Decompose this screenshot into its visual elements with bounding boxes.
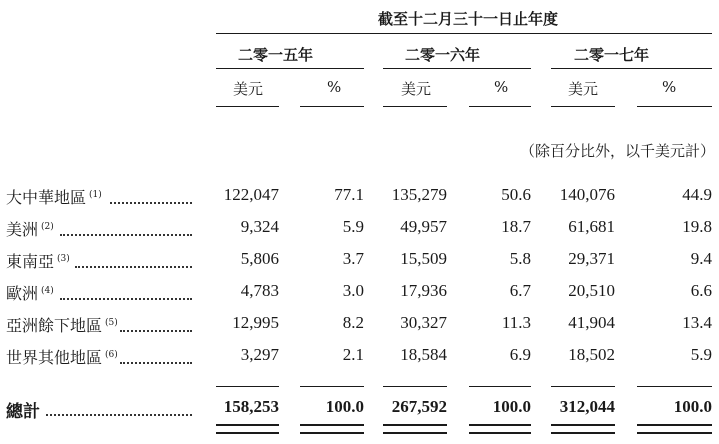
period-title: 截至十二月三十一日止年度 xyxy=(378,10,559,28)
cell-usd: 29,371 xyxy=(568,249,615,268)
cell-pct: 18.7 xyxy=(501,217,531,236)
year-2015: 二零一五年 xyxy=(238,46,314,64)
total-cell-usd: 312,044 xyxy=(559,397,615,416)
total-top-rule-usd-2016 xyxy=(383,386,447,387)
cell-usd: 122,047 xyxy=(223,185,279,204)
total-cell-pct: 100.0 xyxy=(673,397,712,416)
row-label-text: 美洲 xyxy=(6,220,39,239)
cell-usd: 18,502 xyxy=(568,345,615,364)
cell-pct: 6.7 xyxy=(509,281,531,300)
total-leader-dots xyxy=(46,414,192,416)
col-rule-usd-2015 xyxy=(216,106,279,107)
cell-pct: 6.9 xyxy=(509,345,531,364)
units-note: （除百分比外，以千美元計） xyxy=(519,142,715,160)
period-title-rule xyxy=(216,33,712,34)
cell-usd: 18,584 xyxy=(400,345,447,364)
cell-pct: 77.1 xyxy=(334,185,364,204)
row-leader-dots xyxy=(60,234,192,236)
cell-usd: 9,324 xyxy=(240,217,279,236)
row-label xyxy=(6,249,70,272)
row-label xyxy=(6,313,118,336)
cell-usd: 41,904 xyxy=(568,313,615,332)
cell-pct: 3.7 xyxy=(342,249,364,268)
year-2016-rule xyxy=(383,68,531,69)
cell-pct: 3.0 xyxy=(342,281,364,300)
cell-pct: 8.2 xyxy=(342,313,364,332)
col-rule-pct-2017 xyxy=(637,106,712,107)
total-double-rule xyxy=(637,424,712,426)
cell-pct: 5.9 xyxy=(690,345,712,364)
cell-usd: 17,936 xyxy=(400,281,447,300)
row-label xyxy=(6,345,118,368)
row-label xyxy=(6,185,102,208)
cell-pct: 5.9 xyxy=(342,217,364,236)
year-2017-rule xyxy=(551,68,712,69)
total-double-rule xyxy=(551,432,615,434)
col-rule-usd-2016 xyxy=(383,106,447,107)
row-label-text: 東南亞 xyxy=(6,252,55,271)
cell-pct: 2.1 xyxy=(342,345,364,364)
cell-pct: 5.8 xyxy=(509,249,531,268)
total-cell-usd: 267,592 xyxy=(391,397,447,416)
col-pct-2015: % xyxy=(327,78,342,96)
cell-pct: 6.6 xyxy=(690,281,712,300)
year-2016: 二零一六年 xyxy=(405,46,481,64)
total-cell-pct: 100.0 xyxy=(492,397,531,416)
row-label-text: 歐洲 xyxy=(6,284,39,303)
row-label-text: 大中華地區 xyxy=(6,188,87,207)
col-pct-2017: % xyxy=(662,78,677,96)
cell-pct: 13.4 xyxy=(682,313,712,332)
cell-pct: 50.6 xyxy=(501,185,531,204)
cell-usd: 3,297 xyxy=(240,345,279,364)
total-top-rule-pct-2015 xyxy=(300,386,364,387)
year-2017: 二零一七年 xyxy=(574,46,650,64)
cell-usd: 140,076 xyxy=(559,185,615,204)
row-label xyxy=(6,281,54,304)
total-cell-usd: 158,253 xyxy=(223,397,279,416)
cell-usd: 5,806 xyxy=(240,249,279,268)
total-top-rule-pct-2017 xyxy=(637,386,712,387)
year-2015-rule xyxy=(216,68,364,69)
col-usd-2015: 美元 xyxy=(233,80,264,98)
row-label xyxy=(6,217,54,240)
row-leader-dots xyxy=(60,298,192,300)
row-footnote-marker: (4) xyxy=(41,285,54,296)
total-label: 總計 xyxy=(6,402,40,422)
total-double-rule xyxy=(216,432,279,434)
cell-pct: 9.4 xyxy=(690,249,712,268)
col-rule-usd-2017 xyxy=(551,106,615,107)
row-label-text: 世界其他地區 xyxy=(6,348,103,367)
row-footnote-marker: (6) xyxy=(105,349,118,360)
total-double-rule xyxy=(216,424,279,426)
cell-pct: 19.8 xyxy=(682,217,712,236)
cell-pct: 44.9 xyxy=(682,185,712,204)
row-footnote-marker: (2) xyxy=(41,221,54,232)
total-top-rule-pct-2016 xyxy=(469,386,531,387)
row-footnote-marker: (1) xyxy=(89,189,102,200)
col-usd-2017: 美元 xyxy=(568,80,599,98)
total-top-rule-usd-2015 xyxy=(216,386,279,387)
total-double-rule xyxy=(383,432,447,434)
cell-usd: 15,509 xyxy=(400,249,447,268)
row-leader-dots xyxy=(75,266,192,268)
row-leader-dots xyxy=(110,202,192,204)
cell-usd: 135,279 xyxy=(391,185,447,204)
cell-usd: 20,510 xyxy=(568,281,615,300)
total-double-rule xyxy=(637,432,712,434)
total-top-rule-usd-2017 xyxy=(551,386,615,387)
col-rule-pct-2016 xyxy=(469,106,531,107)
total-double-rule xyxy=(469,432,531,434)
cell-usd: 4,783 xyxy=(240,281,279,300)
cell-usd: 12,995 xyxy=(232,313,279,332)
cell-pct: 11.3 xyxy=(501,313,531,332)
cell-usd: 30,327 xyxy=(400,313,447,332)
col-pct-2016: % xyxy=(494,78,509,96)
row-footnote-marker: (3) xyxy=(57,253,70,264)
total-double-rule xyxy=(300,432,364,434)
total-double-rule xyxy=(383,424,447,426)
total-cell-pct: 100.0 xyxy=(325,397,364,416)
col-rule-pct-2015 xyxy=(300,106,364,107)
row-footnote-marker: (5) xyxy=(105,317,118,328)
col-usd-2016: 美元 xyxy=(401,80,432,98)
row-label-text: 亞洲餘下地區 xyxy=(6,316,103,335)
row-leader-dots xyxy=(120,330,192,332)
total-double-rule xyxy=(551,424,615,426)
row-leader-dots xyxy=(120,362,192,364)
total-double-rule xyxy=(469,424,531,426)
cell-usd: 49,957 xyxy=(400,217,447,236)
total-double-rule xyxy=(300,424,364,426)
cell-usd: 61,681 xyxy=(568,217,615,236)
